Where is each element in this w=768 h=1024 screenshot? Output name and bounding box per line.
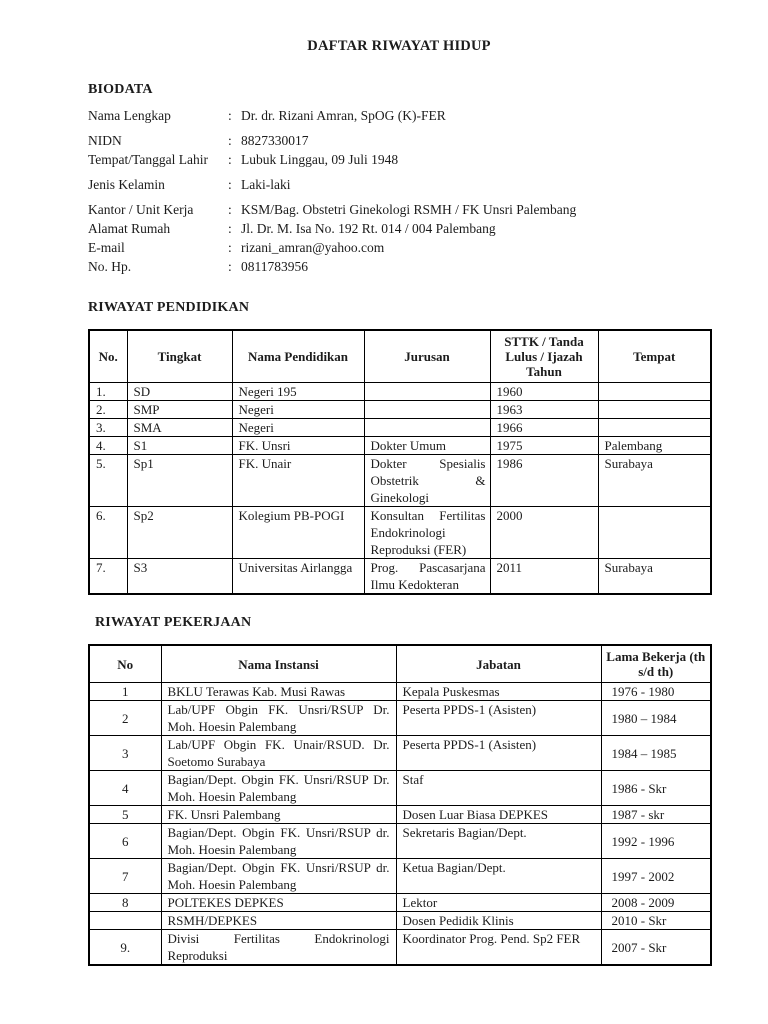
table-cell: Dokter Umum — [364, 437, 490, 455]
biodata-label: Kantor / Unit Kerja — [88, 202, 194, 217]
biodata-label: Tempat/Tanggal Lahir — [88, 152, 208, 167]
biodata-colon: : — [228, 133, 232, 148]
document-title: DAFTAR RIWAYAT HIDUP — [307, 38, 491, 54]
table-cell: 8 — [89, 894, 161, 912]
table-row — [89, 894, 711, 912]
table-cell: Lab/UPF Obgin FK. Unair/RSUD. Dr. Soetomo Surabaya — [161, 736, 396, 771]
education-header-jurusan: Jurusan — [364, 330, 490, 383]
table-cell: Bagian/Dept. Obgin FK. Unsri/RSUP Dr. Moh. Hoesin Palembang — [161, 771, 396, 806]
education-header-tingkat: Tingkat — [127, 330, 232, 383]
biodata-colon: : — [228, 240, 232, 255]
table-cell: SMA — [127, 419, 232, 437]
table-cell: 3. — [89, 419, 127, 437]
table-row — [89, 701, 711, 736]
table-cell: 1975 — [490, 437, 598, 455]
table-cell: Prog. Pascasarjana Ilmu Kedokteran — [364, 559, 490, 595]
table-row — [89, 401, 711, 419]
biodata-label: E-mail — [88, 240, 125, 255]
table-cell: 2 — [89, 701, 161, 736]
table-cell: Sp2 — [127, 507, 232, 559]
biodata-colon: : — [228, 177, 232, 192]
biodata-row-email — [88, 239, 710, 257]
table-cell: 7 — [89, 859, 161, 894]
biodata-colon: : — [228, 259, 232, 274]
table-cell: Lab/UPF Obgin FK. Unsri/RSUP Dr. Moh. Hoesin Palembang — [161, 701, 396, 736]
biodata-label: Alamat Rumah — [88, 221, 171, 236]
table-cell: Lektor — [396, 894, 601, 912]
biodata-row-alamat — [88, 220, 710, 238]
table-cell: 7. — [89, 559, 127, 595]
employment-table — [88, 644, 712, 966]
table-cell: FK. Unair — [232, 455, 364, 507]
table-row — [89, 824, 711, 859]
table-cell — [598, 419, 711, 437]
table-cell: 1 — [89, 683, 161, 701]
biodata-label: NIDN — [88, 133, 122, 148]
biodata-row-nidn — [88, 132, 710, 150]
table-cell: 1986 - Skr — [601, 771, 711, 806]
biodata-row-hp — [88, 258, 710, 276]
biodata-label: No. Hp. — [88, 259, 132, 274]
table-cell: 2. — [89, 401, 127, 419]
employment-header-no: No — [89, 645, 161, 683]
table-cell: 1976 - 1980 — [601, 683, 711, 701]
biodata-colon: : — [228, 108, 232, 123]
table-row — [89, 736, 711, 771]
table-cell: SMP — [127, 401, 232, 419]
table-cell: Bagian/Dept. Obgin FK. Unsri/RSUP dr. Moh. Hoesin Palembang — [161, 859, 396, 894]
table-cell: FK. Unsri — [232, 437, 364, 455]
table-cell: 1986 — [490, 455, 598, 507]
table-cell — [364, 419, 490, 437]
biodata-value: 0811783956 — [241, 259, 308, 274]
biodata-label: Nama Lengkap — [88, 108, 171, 123]
employment-header-instansi: Nama Instansi — [161, 645, 396, 683]
table-cell — [598, 507, 711, 559]
biodata-section — [88, 107, 710, 276]
table-row — [89, 507, 711, 559]
table-cell: 2010 - Skr — [601, 912, 711, 930]
education-header-row — [89, 330, 711, 383]
table-cell: RSMH/DEPKES — [161, 912, 396, 930]
table-cell: 1997 - 2002 — [601, 859, 711, 894]
education-table — [88, 329, 712, 595]
table-cell: Universitas Airlangga — [232, 559, 364, 595]
table-row — [89, 419, 711, 437]
table-cell: Sekretaris Bagian/Dept. — [396, 824, 601, 859]
education-header-tahun: STTK / Tanda Lulus / Ijazah Tahun — [490, 330, 598, 383]
table-row — [89, 683, 711, 701]
employment-header-jabatan: Jabatan — [396, 645, 601, 683]
table-cell: BKLU Terawas Kab. Musi Rawas — [161, 683, 396, 701]
table-cell: 1966 — [490, 419, 598, 437]
table-cell: 5 — [89, 806, 161, 824]
biodata-colon: : — [228, 152, 232, 167]
table-cell: S1 — [127, 437, 232, 455]
biodata-value: Lubuk Linggau, 09 Juli 1948 — [241, 152, 399, 167]
biodata-label: Jenis Kelamin — [88, 177, 165, 192]
table-cell: Konsultan Fertilitas Endokrinologi Reproduksi (FER) — [364, 507, 490, 559]
table-cell: Negeri — [232, 401, 364, 419]
table-cell: POLTEKES DEPKES — [161, 894, 396, 912]
table-cell: 1984 – 1985 — [601, 736, 711, 771]
biodata-row-ttl — [88, 151, 710, 169]
education-header-no: No. — [89, 330, 127, 383]
education-header-tempat: Tempat — [598, 330, 711, 383]
biodata-value: Dr. dr. Rizani Amran, SpOG (K)-FER — [241, 108, 446, 123]
table-cell: 1992 - 1996 — [601, 824, 711, 859]
education-header-nama: Nama Pendidikan — [232, 330, 364, 383]
table-cell: 2011 — [490, 559, 598, 595]
table-cell: Peserta PPDS-1 (Asisten) — [396, 701, 601, 736]
table-cell: Dokter Spesialis Obstetrik & Ginekologi — [364, 455, 490, 507]
table-row — [89, 455, 711, 507]
table-cell — [89, 912, 161, 930]
table-cell: Staf — [396, 771, 601, 806]
table-cell: Koordinator Prog. Pend. Sp2 FER — [396, 930, 601, 966]
biodata-value: 8827330017 — [241, 133, 309, 148]
education-heading: RIWAYAT PENDIDIKAN — [88, 300, 250, 315]
table-cell: 3 — [89, 736, 161, 771]
table-cell: Palembang — [598, 437, 711, 455]
table-cell: 1960 — [490, 383, 598, 401]
table-cell: 9. — [89, 930, 161, 966]
table-cell: 5. — [89, 455, 127, 507]
table-cell: SD — [127, 383, 232, 401]
table-cell: 2007 - Skr — [601, 930, 711, 966]
table-row — [89, 806, 711, 824]
table-cell: FK. Unsri Palembang — [161, 806, 396, 824]
table-row — [89, 383, 711, 401]
table-row — [89, 559, 711, 595]
table-cell: Divisi Fertilitas Endokrinologi Reproduksi — [161, 930, 396, 966]
table-cell: Sp1 — [127, 455, 232, 507]
employment-header-row — [89, 645, 711, 683]
biodata-value: rizani_amran@yahoo.com — [241, 240, 385, 255]
biodata-value: Jl. Dr. M. Isa No. 192 Rt. 014 / 004 Palembang — [241, 221, 496, 236]
table-cell: 1980 – 1984 — [601, 701, 711, 736]
biodata-value: Laki-laki — [241, 177, 291, 192]
biodata-row-kelamin — [88, 176, 710, 194]
table-cell: Ketua Bagian/Dept. — [396, 859, 601, 894]
table-row — [89, 437, 711, 455]
biodata-colon: : — [228, 221, 232, 236]
employment-heading: RIWAYAT PEKERJAAN — [95, 615, 252, 630]
employment-header-lama: Lama Bekerja (th s/d th) — [601, 645, 711, 683]
biodata-colon: : — [228, 202, 232, 217]
table-row — [89, 859, 711, 894]
table-row — [89, 930, 711, 966]
table-row — [89, 771, 711, 806]
table-cell — [598, 401, 711, 419]
table-cell: Negeri — [232, 419, 364, 437]
table-row — [89, 912, 711, 930]
table-cell — [598, 383, 711, 401]
table-cell — [364, 401, 490, 419]
table-cell: 6. — [89, 507, 127, 559]
table-cell: 2000 — [490, 507, 598, 559]
table-cell: Negeri 195 — [232, 383, 364, 401]
table-cell: Kepala Puskesmas — [396, 683, 601, 701]
table-cell: Bagian/Dept. Obgin FK. Unsri/RSUP dr. Moh. Hoesin Palembang — [161, 824, 396, 859]
biodata-row-nama — [88, 107, 710, 125]
table-cell: 2008 - 2009 — [601, 894, 711, 912]
table-cell: Kolegium PB-POGI — [232, 507, 364, 559]
table-cell: S3 — [127, 559, 232, 595]
table-cell: Peserta PPDS-1 (Asisten) — [396, 736, 601, 771]
table-cell: Surabaya — [598, 455, 711, 507]
biodata-value: KSM/Bag. Obstetri Ginekologi RSMH / FK Unsri Palembang — [241, 202, 577, 217]
biodata-heading: BIODATA — [88, 82, 153, 97]
table-cell: Dosen Luar Biasa DEPKES — [396, 806, 601, 824]
table-cell: 4. — [89, 437, 127, 455]
biodata-row-kantor — [88, 201, 710, 219]
table-cell: 1. — [89, 383, 127, 401]
table-cell: 1963 — [490, 401, 598, 419]
table-cell: Surabaya — [598, 559, 711, 595]
table-cell: 1987 - skr — [601, 806, 711, 824]
table-cell: 6 — [89, 824, 161, 859]
table-cell: Dosen Pedidik Klinis — [396, 912, 601, 930]
table-cell — [364, 383, 490, 401]
table-cell: 4 — [89, 771, 161, 806]
